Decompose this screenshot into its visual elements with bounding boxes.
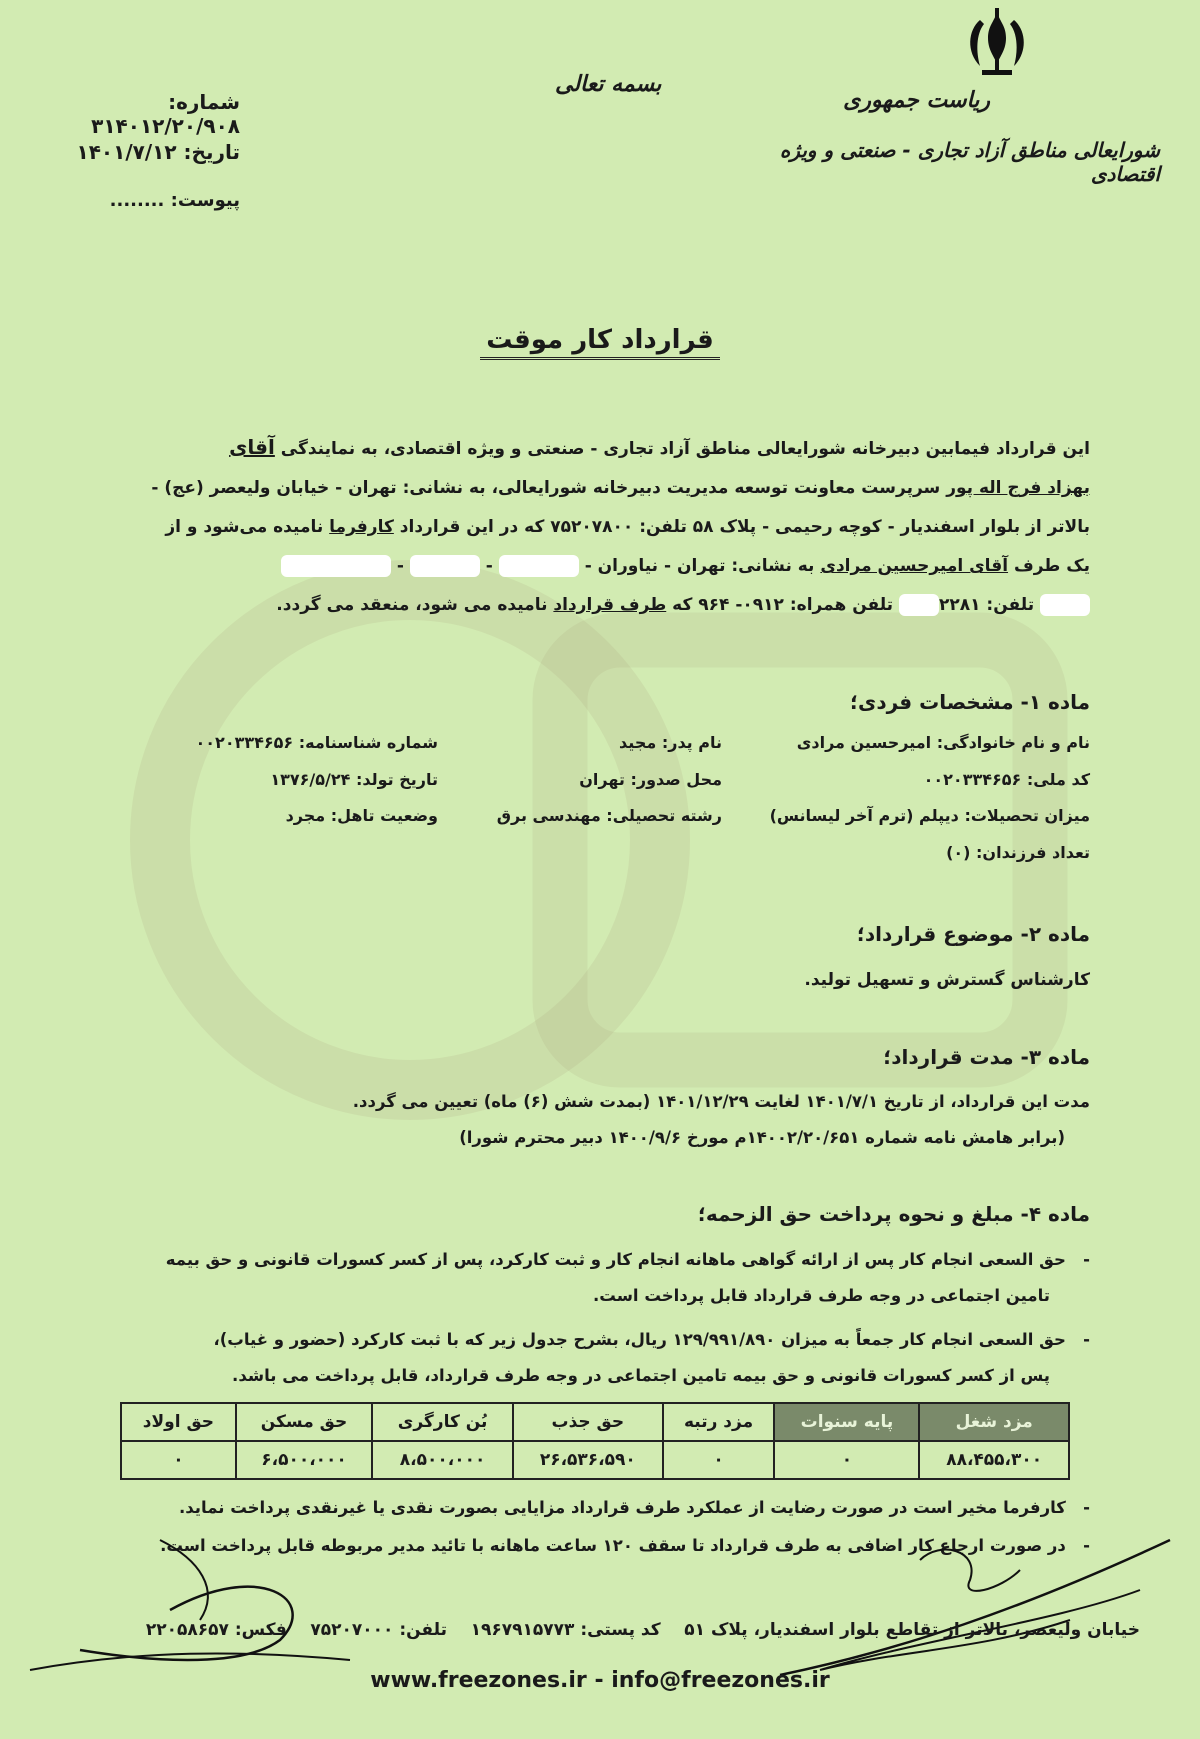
intro-paragraph — [90, 428, 1090, 625]
footer-phone: تلفن: ۷۵۲۰۷۰۰۰ — [310, 1620, 447, 1640]
intro-text-2: سرپرست معاونت توسعه مدیریت دبیرخانه شورایعالی، به نشانی: تهران - خیابان ولیعصر (عج) - — [151, 478, 941, 498]
intro-mobile: تلفن همراه: ۰۹۱۲- ۹۶۴ — [698, 595, 894, 615]
representative-name: بهزاد فرج اله پور — [946, 478, 1090, 498]
intro-text-5-end: نامیده می شود، منعقد می گردد. — [276, 595, 548, 615]
employer-term: کارفرما — [329, 517, 394, 537]
article-3-text-1: مدت این قرارداد، از تاریخ ۱۴۰۱/۷/۱ لغایت ۱۴۰۱/۱۲/۲۹ (بمدت شش (۶) ماه) تعیین می گردد. — [352, 1092, 1090, 1111]
date-label: تاریخ: — [183, 140, 240, 164]
bullet-3-text: کارفرما مخیر است در صورت رضایت از عملکرد طرف قرارداد مزایایی بصورت نقدی یا غیرنقدی پرداخت نماید. — [179, 1498, 1066, 1517]
article-4-title: ماده ۴- مبلغ و نحوه پرداخت حق الزحمه؛ — [697, 1202, 1090, 1226]
number-value: ۳۱۴۰۱۲/۲۰/۹۰۸ — [91, 114, 240, 138]
field-issue-place: محل صدور: تهران — [579, 770, 722, 789]
table-cell: ۸۸،۴۵۵،۳۰۰ — [919, 1441, 1069, 1479]
title-text: قرارداد کار موقت — [480, 325, 720, 360]
iran-emblem-icon — [958, 6, 1036, 80]
intro-text-3-end: نامیده می‌شود و از — [165, 517, 324, 537]
bullet-4-text: در صورت ارجاع کار اضافی به طرف قرارداد تا سقف ۱۲۰ ساعت ماهانه با تائید مدیر مربوطه قابل پرداخت است. — [160, 1536, 1066, 1555]
intro-mr: آقای — [229, 435, 275, 459]
contractor-term: طرف قرارداد — [553, 595, 667, 615]
table-cell: ۰ — [121, 1441, 236, 1479]
redaction — [1040, 594, 1090, 616]
contractor-name: آقای امیرحسین مرادی — [820, 556, 1009, 576]
payment-table — [120, 1402, 1070, 1480]
redaction — [499, 555, 579, 577]
intro-line-3 — [90, 508, 1090, 547]
intro-line-4: یک طرف آقای امیرحسین مرادی به نشانی: تهران - نیاوران - - - — [90, 547, 1090, 586]
bullet-2-line-1 — [80, 1322, 1090, 1358]
attachment-value: ........ — [109, 190, 165, 211]
article-1-title: ماده ۱- مشخصات فردی؛ — [850, 690, 1090, 714]
intro-text-3: بالاتر از بلوار اسفندیار - کوچه رحیمی - پلاک ۵۸ تلفن: ۷۵۲۰۷۸۰۰ که در این قرارداد — [399, 517, 1090, 537]
field-marital: وضعیت تاهل: مجرد — [285, 806, 438, 825]
table-header-cell: مزد رتبه — [663, 1403, 775, 1441]
bismillah: بسمه تعالی — [555, 72, 662, 97]
redaction — [899, 594, 939, 616]
bullet-2-line-2: پس از کسر کسورات قانونی و حق بیمه تامین اجتماعی در وجه طرف قرارداد، قابل پرداخت می باشد. — [232, 1366, 1050, 1385]
page-title — [0, 325, 1200, 355]
bullet-2-text-1: حق السعی انجام کار جمعاً به میزان ۱۲۹/۹۹۱/۸۹۰ ریال، بشرح جدول زیر که با ثبت کارکرد (حضور و غیاب)، — [213, 1330, 1066, 1349]
intro-text-4-end: به نشانی: تهران - نیاوران - — [584, 556, 815, 576]
bullet-dash: - — [1065, 1330, 1090, 1349]
intro-line-2 — [90, 469, 1090, 508]
field-children: تعداد فرزندان: (۰) — [946, 843, 1090, 862]
field-national-code: کد ملی: ۰۰۲۰۳۳۴۶۵۶ — [923, 770, 1090, 789]
table-cell: ۰ — [774, 1441, 919, 1479]
footer-fax: فکس: ۲۲۰۵۸۶۵۷ — [145, 1620, 287, 1640]
bullet-1-text-1: حق السعی انجام کار پس از ارائه گواهی ماهانه انجام کار و ثبت کارکرد، پس از کسر کسورات قانونی و حق بیمه — [165, 1250, 1066, 1269]
table-cell: ۸،۵۰۰،۰۰۰ — [372, 1441, 513, 1479]
field-name: نام و نام خانوادگی: امیرحسین مرادی — [796, 733, 1090, 752]
footer-website[interactable]: www.freezones.ir - info@freezones.ir — [370, 1668, 830, 1693]
footer-contact — [40, 1620, 1140, 1640]
table-header-cell: حق مسکن — [236, 1403, 372, 1441]
letter-date — [30, 140, 240, 164]
article-4-bullet-1 — [80, 1242, 1090, 1314]
bullet-1-line-1 — [80, 1242, 1090, 1278]
table-header-cell: بُن کارگری — [372, 1403, 513, 1441]
watermark-graphic — [80, 520, 1120, 1220]
table-header-cell: حق جذب — [513, 1403, 663, 1441]
bullet-1-line-2: تامین اجتماعی در وجه طرف قرارداد قابل پرداخت است. — [592, 1286, 1050, 1305]
article-4-bullet-2 — [80, 1322, 1090, 1394]
table-cell: ۲۶،۵۳۶،۵۹۰ — [513, 1441, 663, 1479]
redaction — [281, 555, 391, 577]
intro-phone: تلفن: ۲۲۸۱ — [938, 595, 1035, 615]
bullet-dash: - — [1065, 1536, 1090, 1555]
table-header-cell: مزد شغل — [919, 1403, 1069, 1441]
field-father: نام پدر: مجید — [619, 733, 722, 752]
org-line-1: ریاست جمهوری — [843, 88, 990, 113]
number-label: شماره: — [168, 90, 240, 114]
bullet-dash: - — [1065, 1250, 1090, 1269]
signature — [20, 1500, 1180, 1680]
field-major: رشته تحصیلی: مهندسی برق — [496, 806, 722, 825]
table-header-cell: پایه سنوات — [774, 1403, 919, 1441]
article-2-title: ماده ۲- موضوع قرارداد؛ — [856, 922, 1090, 946]
letter-attachment — [30, 190, 240, 211]
table-cell: ۰ — [663, 1441, 775, 1479]
article-3-text-2: (برابر هامش نامه شماره ۱۴۰۰۲/۲۰/۶۵۱م مورخ ۱۴۰۰/۹/۶ دبیر محترم شورا) — [459, 1128, 1065, 1147]
table-cell: ۶،۵۰۰،۰۰۰ — [236, 1441, 372, 1479]
article-3-title: ماده ۳- مدت قرارداد؛ — [883, 1045, 1090, 1069]
footer-address: خیابان ولیعصر، بالاتر از تقاطع بلوار اسفندیار، پلاک ۵۱ — [684, 1620, 1140, 1640]
table-header-row — [121, 1403, 1069, 1441]
date-value: ۱۴۰۱/۷/۱۲ — [76, 140, 177, 164]
field-education: میزان تحصیلات: دیپلم (ترم آخر لیسانس) — [769, 806, 1090, 825]
intro-word-that: که — [672, 595, 693, 615]
field-id-no: شماره شناسنامه: ۰۰۲۰۳۳۴۶۵۶ — [195, 733, 438, 752]
intro-line-5 — [90, 586, 1090, 625]
intro-text-4: یک طرف — [1013, 556, 1090, 576]
attachment-label: پیوست: — [170, 190, 240, 211]
article-2-text: کارشناس گسترش و تسهیل تولید. — [804, 970, 1090, 990]
intro-text-1: این قرارداد فیمابین دبیرخانه شورایعالی مناطق آزاد تجاری - صنعتی و ویژه اقتصادی، به نمایندگی — [280, 439, 1090, 459]
field-birth-date: تاریخ تولد: ۱۳۷۶/۵/۲۴ — [270, 770, 438, 789]
letter-number — [30, 90, 240, 138]
bullet-dash: - — [1065, 1498, 1090, 1517]
table-header-cell: حق اولاد — [121, 1403, 236, 1441]
footer-postal: کد پستی: ۱۹۶۷۹۱۵۷۷۳ — [470, 1620, 661, 1640]
table-row — [121, 1441, 1069, 1479]
intro-line-1 — [90, 428, 1090, 469]
org-line-2: شورایعالی مناطق آزاد تجاری - صنعتی و ویژه اقتصادی — [779, 138, 1160, 186]
redaction — [410, 555, 480, 577]
